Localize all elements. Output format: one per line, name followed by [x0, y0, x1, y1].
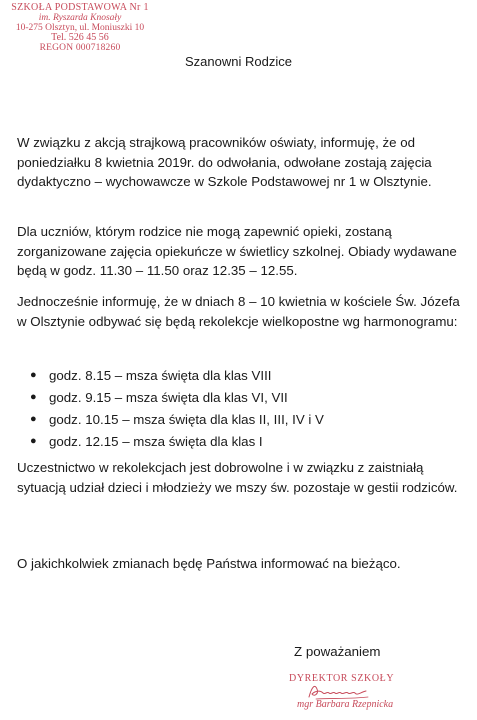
- stamp-regon: REGON 000718260: [39, 43, 121, 53]
- stamp-address: 10-275 Olsztyn, ul. Moniuszki 10: [15, 23, 145, 33]
- bullet-icon: ●: [30, 435, 37, 447]
- bullet-icon: ●: [30, 369, 37, 381]
- school-stamp: [6, 3, 154, 53]
- closing-phrase: Z poważaniem: [294, 644, 381, 659]
- paragraph-changes: O jakichkolwiek zmianach będę Państwa informować na bieżąco.: [17, 556, 401, 571]
- paragraph-strike-notice: W związku z akcją strajkową pracowników oświaty, informuję, że od poniedziałku 8 kwietnia 2019r. do odwołania, odwołane zostają zajęcia dydaktyczno – wychowawcze w Szkole Podstawowej nr 1 w Olsztynie.: [17, 135, 432, 189]
- bullet-icon: ●: [30, 391, 37, 403]
- paragraph-voluntary: Uczestnictwo w rekolekcjach jest dobrowolne i w związku z zaistniałą sytuacją udział dzieci i młodzieży we mszy św. pozostaje w gestii rodziców.: [17, 460, 458, 495]
- mass-schedule-list: [17, 366, 457, 454]
- signature-name: mgr Barbara Rzepnicka: [297, 699, 394, 710]
- bullet-icon: ●: [30, 413, 37, 425]
- schedule-text: godz. 8.15 – msza święta dla klas VIII: [49, 368, 272, 383]
- letter-title: Szanowni Rodzice: [185, 54, 292, 69]
- paragraph-retreat: Jednocześnie informuję, że w dniach 8 – 10 kwietnia w kościele Św. Józefa w Olsztynie odbywać się będą rekolekcje wielkopostne wg harmonogramu:: [17, 294, 460, 329]
- stamp-phone: Tel. 526 45 56: [51, 32, 109, 43]
- signature-title: DYREKTOR SZKOŁY: [289, 673, 395, 684]
- list-item: [17, 366, 457, 386]
- stamp-school-name: SZKOŁA PODSTAWOWA Nr 1: [11, 2, 149, 13]
- stamp-patron: im. Ryszarda Knosały: [38, 13, 122, 23]
- schedule-text: godz. 12.15 – msza święta dla klas I: [49, 434, 263, 449]
- paragraph-care-lunch: Dla uczniów, którym rodzice nie mogą zapewnić opieki, zostaną zorganizowane zajęcia opiekuńcze w świetlicy szkolnej. Obiady wydawane będą w godz. 11.30 – 11.50 oraz 12.35 – 12.55.: [17, 224, 457, 278]
- list-item: [17, 410, 457, 430]
- schedule-text: godz. 10.15 – msza święta dla klas II, III, IV i V: [49, 412, 324, 427]
- schedule-text: godz. 9.15 – msza święta dla klas VI, VII: [49, 390, 288, 405]
- list-item: [17, 432, 457, 452]
- list-item: [17, 388, 457, 408]
